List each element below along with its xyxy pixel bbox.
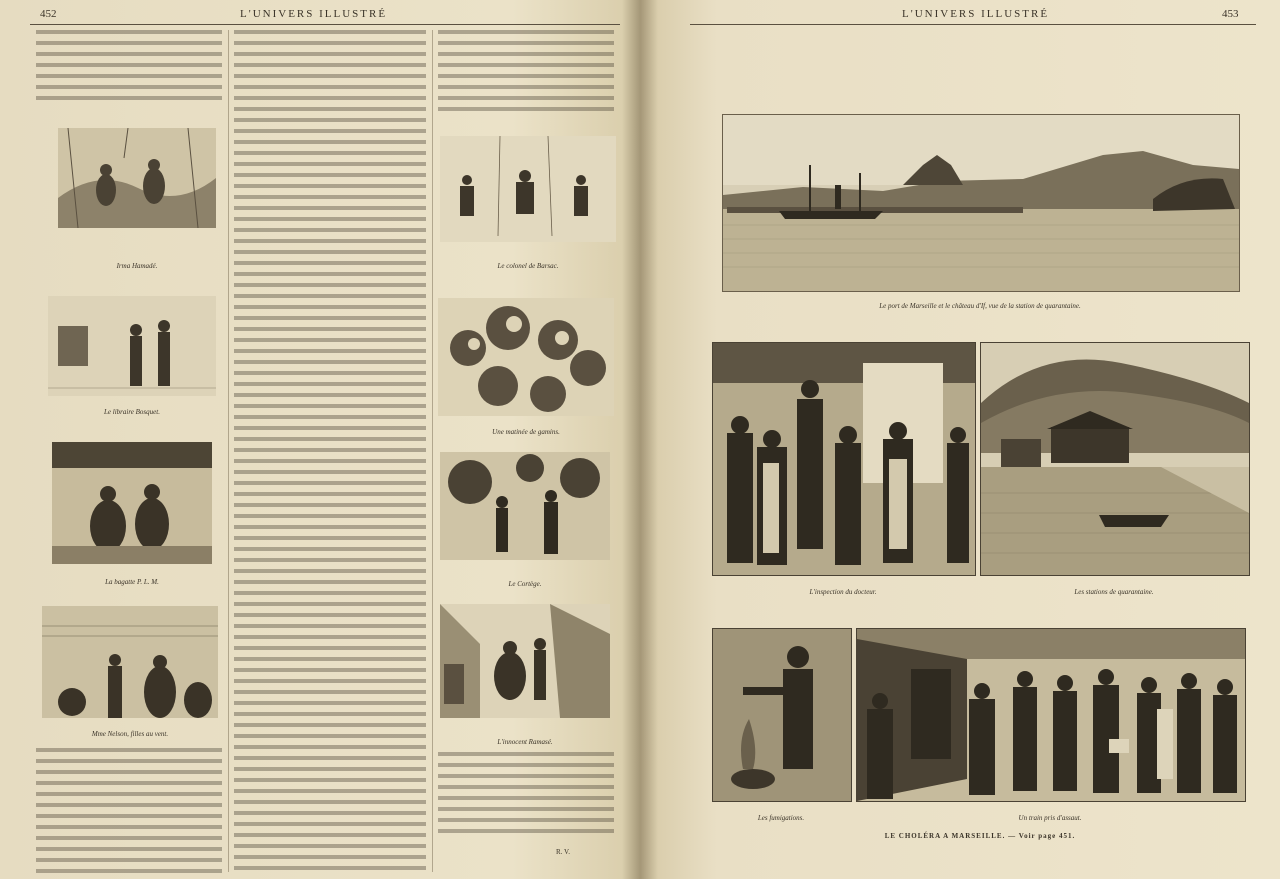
caption-train: Un train pris d'assaut. — [1018, 814, 1082, 822]
illustration-libraire — [48, 296, 216, 396]
left-col2-text — [234, 30, 426, 872]
illustration-cortege — [440, 452, 610, 560]
left-running-head: L'UNIVERS ILLUSTRÉ — [240, 8, 388, 20]
right-page-number: 453 — [1222, 8, 1239, 20]
right-running-head: L'UNIVERS ILLUSTRÉ — [902, 8, 1050, 20]
caption-irma: Irma Hamadé. — [116, 262, 158, 270]
left-col3-text-top — [438, 30, 614, 118]
caption-libraire: Le libraire Bosquet. — [104, 408, 160, 416]
caption-fumigations: Les fumigations. — [757, 814, 805, 822]
illustration-port-marseille — [722, 114, 1240, 292]
caption-colonel: Le colonel de Barsac. — [497, 262, 559, 270]
caption-port-marseille: Le port de Marseille et le château d'If, vue de la station de quarantaine. — [879, 302, 1081, 310]
article-signature: R. V. — [556, 848, 570, 856]
left-col-rule-2 — [432, 30, 433, 872]
left-head-rule — [30, 24, 620, 25]
caption-matinee: Une matinée de gamins. — [492, 428, 560, 436]
illustration-stations — [980, 342, 1250, 576]
caption-innocent: L'innocent Ramasé. — [497, 738, 553, 746]
left-page-number: 452 — [40, 8, 57, 20]
illustration-colonel — [440, 136, 616, 242]
caption-bagatte: La bagatte P. L. M. — [105, 578, 159, 586]
caption-cortege: Le Cortège. — [508, 580, 542, 588]
illustration-matinee — [438, 298, 614, 416]
illustration-inspection — [712, 342, 976, 576]
caption-inspection: L'inspection du docteur. — [809, 588, 877, 596]
left-col-rule-1 — [228, 30, 229, 872]
illustration-train — [856, 628, 1246, 802]
illustration-nelson — [42, 606, 218, 718]
left-col1-text-bottom — [36, 748, 222, 874]
left-col3-text-bottom — [438, 752, 614, 836]
illustration-bagatte — [52, 442, 212, 564]
caption-nelson: Mme Nelson, filles au vent. — [91, 730, 169, 738]
left-col1-text-top — [36, 30, 222, 102]
right-head-rule — [690, 24, 1256, 25]
footer-title: LE CHOLÉRA A MARSEILLE. — Voir page 451. — [884, 832, 1076, 840]
illustration-innocent — [440, 604, 610, 718]
caption-stations: Les stations de quarantaine. — [1074, 588, 1154, 596]
illustration-fumigations — [712, 628, 852, 802]
illustration-irma — [58, 128, 216, 228]
right-page — [640, 0, 1280, 879]
